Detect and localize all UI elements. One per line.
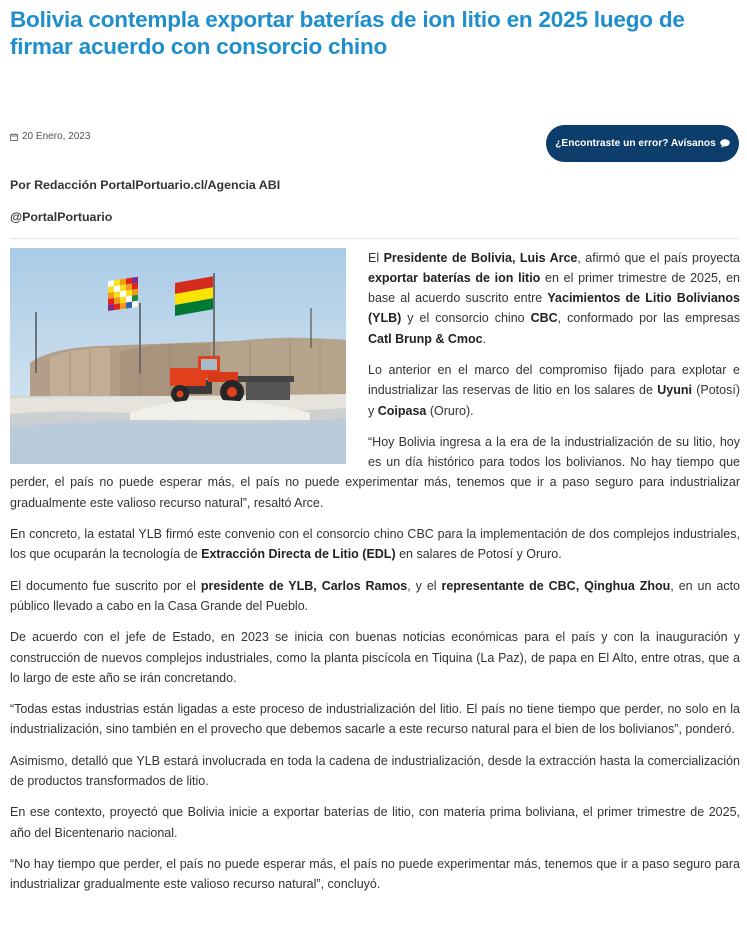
paragraph-4: En concreto, la estatal YLB firmó este convenio con el consorcio chino CBC para la implementación de dos complejos industriales, los que ocuparán la tecnología de Extracción Directa de Litio (EDL) en salares de Potosí y Oruro. [10,527,740,562]
paragraph-2: Lo anterior en el marco del compromiso fijado para explotar e industrializar las reservas de litio en los salares de Uyuni (Potosí) y Coipasa (Oruro). [368,362,740,418]
report-error-button[interactable] [546,125,739,162]
paragraph-5: El documento fue suscrito por el presidente de YLB, Carlos Ramos, y el representante de CBC, Qinghua Zhou, en un acto público llevado a cabo en la Casa Grande del Pueblo. [10,578,740,613]
paragraph-10: “No hay tiempo que perder, el país no puede esperar más, el país no puede experimentar más, tenemos que ir a paso seguro para industrializar gradualmente este valioso recurso natural”, concluyó. [10,856,740,892]
article-title: Bolivia contempla exportar baterías de ion litio en 2025 luego de firmar acuerdo con consorcio chino [10,7,685,59]
image-spacer [10,248,346,464]
report-error-label: ¿Encontraste un error? Avísanos [555,138,716,149]
paragraph-8: Asimismo, detalló que YLB estará involucrada en toda la cadena de industrialización, desde la extracción hasta la comercialización de productos transformados de litio. [10,753,740,789]
paragraph-1: El Presidente de Bolivia, Luis Arce, afirmó que el país proyecta exportar baterías de ion litio en el primer trimestre de 2025, en base al acuerdo suscrito entre Yacimientos de Litio Bolivianos (YLB) y el consorcio chino CBC, conformado por las empresas Catl Brunp & Cmoc. [368,250,741,346]
publish-date [10,131,90,142]
comment-icon [720,139,730,148]
author-byline: Por Redacción PortalPortuario.cl/Agencia ABI [10,178,281,192]
publish-date-text: 20 Enero, 2023 [22,131,91,142]
twitter-handle[interactable]: @PortalPortuario [10,210,113,224]
paragraph-6: De acuerdo con el jefe de Estado, en 2023 se inicia con buenas noticias económicas para el país y con la inauguración y construcción de nuevos complejos industriales, como la planta piscícola en Tiquina (La Paz), de papa en El Alto, entre otras, que a lo largo de este año se irán concretando. [10,630,740,685]
calendar-icon [10,133,18,141]
divider [10,238,739,239]
paragraph-9: En ese contexto, proyectó que Bolivia inicie a exportar baterías de litio, con materia prima boliviana, el primer trimestre de 2025, año del Bicentenario nacional. [10,805,740,840]
paragraph-3: “Hoy Bolivia ingresa a la era de la industrialización de su litio, hoy es un día histórico para todos los bolivianos. No hay tiempo que perder, el país no puede esperar más, el país no puede experimentar más, tenemos que ir a paso seguro para industrializar gradualmente este valioso recurso natural”, resaltó Arce. [10,434,740,510]
article-body [10,248,740,906]
paragraph-7: “Todas estas industrias están ligadas a este proceso de industrialización del litio. El país no tiene tiempo que perder, no solo en la industrialización, sino también en el provecho que debemos sacarle a este recurso natural para el bien de los bolivianos”, ponderó. [10,702,740,737]
